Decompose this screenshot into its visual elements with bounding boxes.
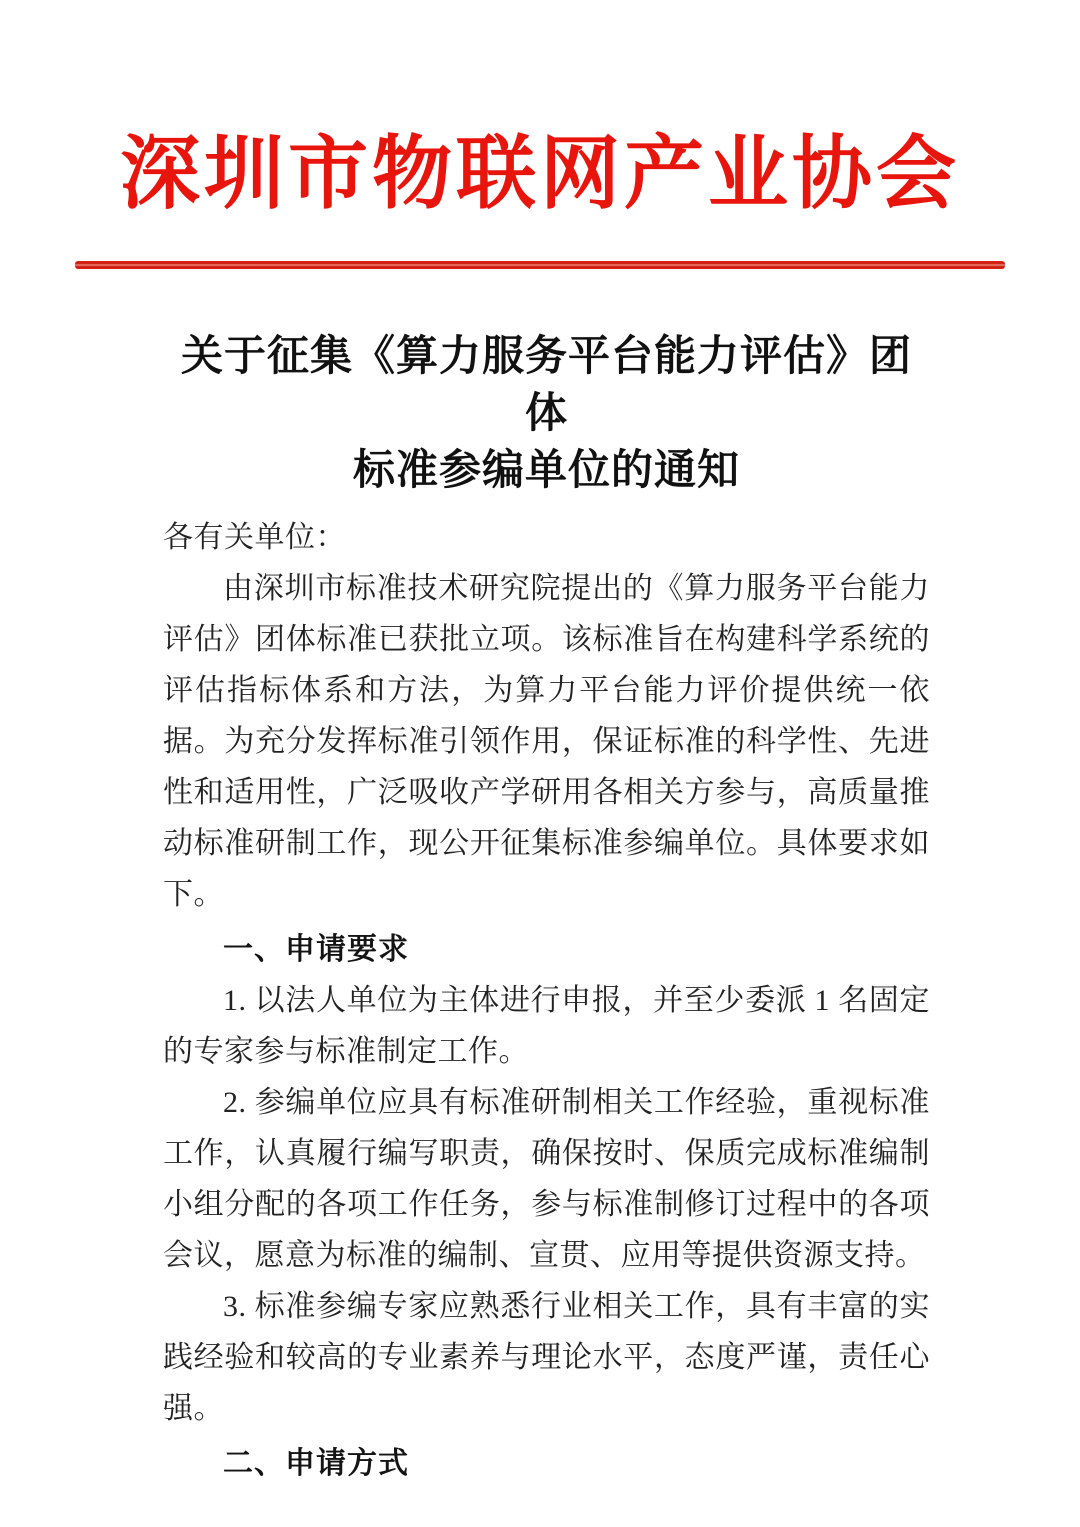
notice-title-line-1: 关于征集《算力服务平台能力评估》团体 — [180, 334, 912, 437]
letterhead — [0, 123, 1080, 228]
notice-body — [0, 329, 1080, 1489]
requirement-item-3: 3. 标准参编专家应熟悉行业相关工作，具有丰富的实践经验和较高的专业素养与理论水平，态度严谨，责任心强。 — [163, 1290, 930, 1425]
letterhead-divider-rule — [75, 261, 1005, 269]
salutation: 各有关单位： — [163, 521, 346, 554]
intro-paragraph: 由深圳市标准技术研究院提出的《算力服务平台能力评估》团体标准已获批立项。该标准旨在构建科学系统的评估指标体系和方法，为算力平台能力评价提供统一依据。为充分发挥标准引领作用，保证标准的科学性、先进性和适用性，广泛吸收产学研用各相关方参与，高质量推动标准研制工作，现公开征集标准参编单位。具体要求如下。 — [163, 572, 930, 911]
notice-title — [163, 329, 930, 500]
notice-title-line-2: 标准参编单位的通知 — [352, 448, 740, 494]
organization-name: 深圳市物联网产业协会 — [120, 131, 960, 219]
requirement-item-2: 2. 参编单位应具有标准研制相关工作经验，重视标准工作，认真履行编写职责，确保按时、保质完成标准编制小组分配的各项工作任务，参与标准制修订过程中的各项会议，愿意为标准的编制、宣贯、应用等提供资源支持。 — [163, 1086, 930, 1272]
section-heading-application-method: 二、申请方式 — [223, 1447, 409, 1480]
requirement-item-1: 1. 以法人单位为主体进行申报，并至少委派 1 名固定的专家参与标准制定工作。 — [163, 984, 930, 1068]
section-heading-application-requirements: 一、申请要求 — [223, 933, 409, 966]
